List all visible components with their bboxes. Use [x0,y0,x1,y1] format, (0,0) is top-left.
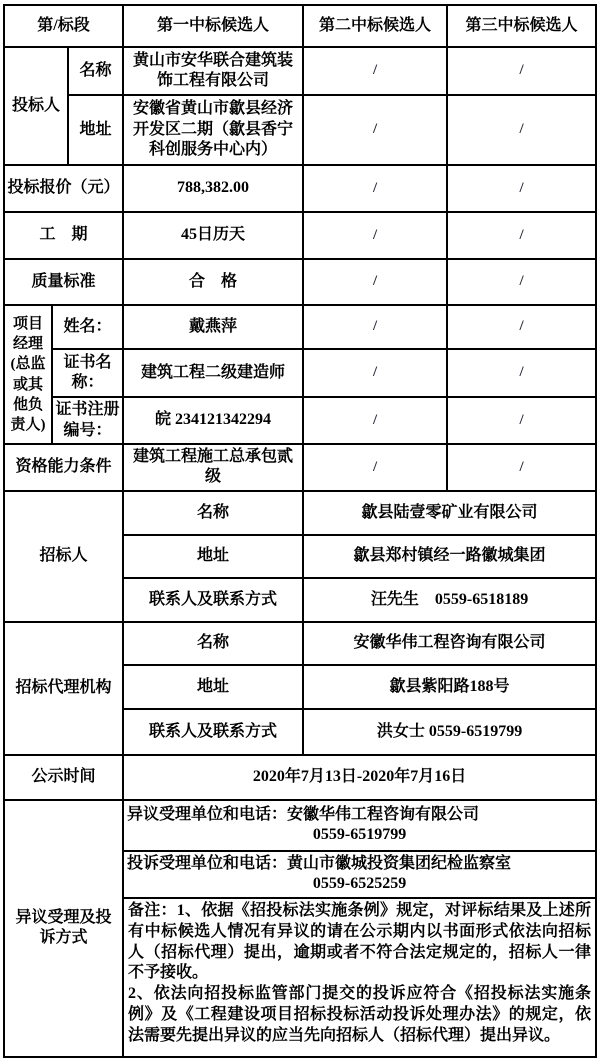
cert-number-value: 皖 234121342294 [123,397,303,444]
tenderee-contact-value: 汪先生 0559-6518189 [303,578,596,622]
agency-name-row [4,622,596,665]
bidder-name-winner2-slash: / [303,47,447,95]
manager-name-winner3-slash: / [447,305,596,349]
bid-price-value: 788,382.00 [123,165,303,212]
bidder-addr-value: 安徽省黄山市歙县经济开发区二期（歙县香宁科创服务中心内） [123,95,303,165]
objection-unit-line: 异议受理单位和电话：安徽华伟工程咨询有限公司 [127,805,480,823]
qualification-row [4,444,596,491]
cert-number-winner2-slash: / [303,397,447,444]
manager-name-value: 戴燕萍 [123,305,303,349]
tenderee-name-key: 名称 [123,491,303,535]
duration-label: 工 期 [4,212,123,259]
qualification-winner2-slash: / [303,444,447,491]
agency-label: 招标代理机构 [4,622,123,755]
tenderee-addr-key: 地址 [123,535,303,578]
manager-name-row [4,305,596,349]
publicity-period-row [4,755,596,800]
bid-result-table [3,4,597,1058]
header-section-label: 第/标段 [4,5,123,47]
duration-value: 45日历天 [123,212,303,259]
agency-addr-value: 歙县紫阳路188号 [303,665,596,709]
cert-name-row [4,349,596,397]
objection-section-label: 异议受理及投诉方式 [4,800,123,1057]
quality-value: 合 格 [123,259,303,305]
bidder-address-row [4,95,596,165]
bidder-addr-key: 地址 [68,95,123,165]
complaint-phone: 0559-6525259 [312,875,407,893]
duration-winner2-slash: / [303,212,447,259]
complaint-unit-cell [123,851,596,898]
quality-row [4,259,596,305]
tenderee-label: 招标人 [4,491,123,622]
objection-unit-cell [123,800,596,851]
bidder-addr-winner3-slash: / [447,95,596,165]
agency-contact-value: 洪女士 0559-6519799 [303,709,596,755]
complaint-unit-line: 投诉受理单位和电话：黄山市徽城投资集团纪检监察室 [127,854,512,872]
qualification-winner3-slash: / [447,444,596,491]
header-winner2: 第二中标候选人 [303,5,447,47]
cert-name-value: 建筑工程二级建造师 [123,349,303,397]
cert-name-winner2-slash: / [303,349,447,397]
duration-row [4,212,596,259]
agency-name-key: 名称 [123,622,303,665]
bid-price-winner2-slash: / [303,165,447,212]
objection-phone: 0559-6519799 [312,826,407,844]
quality-winner3-slash: / [447,259,596,305]
cert-number-winner3-slash: / [447,397,596,444]
bidder-name-row [4,47,596,95]
remarks-cell [123,898,596,1057]
manager-name-winner2-slash: / [303,305,447,349]
remark-item-1: 备注：1、依据《招投标法实施条例》规定，对评标结果及上述所有中标候选人情况有异议的请在公示期内以书面形式依法向招标人（招标代理）提出，逾期或者不符合法定规定的，招标人一律不予接收。 [128,901,592,982]
bidder-addr-winner2-slash: / [303,95,447,165]
bidder-name-value: 黄山市安华联合建筑装饰工程有限公司 [123,47,303,95]
agency-addr-key: 地址 [123,665,303,709]
bid-price-row [4,165,596,212]
qualification-value: 建筑工程施工总承包贰级 [123,444,303,491]
header-winner3: 第三中标候选人 [447,5,596,47]
agency-name-value: 安徽华伟工程咨询有限公司 [303,622,596,665]
cert-number-row [4,397,596,444]
bidder-name-winner3-slash: / [447,47,596,95]
bid-price-winner3-slash: / [447,165,596,212]
publicity-label: 公示时间 [4,755,123,800]
table-header-row [4,5,596,47]
manager-name-key: 姓名： [52,305,123,349]
quality-winner2-slash: / [303,259,447,305]
manager-label: 项目经理(总监或其他负责人) [4,305,52,444]
qualification-label: 资格能力条件 [4,444,123,491]
bidder-name-key: 名称 [68,47,123,95]
agency-contact-key: 联系人及联系方式 [123,709,303,755]
publicity-value: 2020年7月13日-2020年7月16日 [123,755,596,800]
bid-price-label: 投标报价（元） [4,165,123,212]
tenderee-name-value: 歙县陆壹零矿业有限公司 [303,491,596,535]
tenderee-contact-key: 联系人及联系方式 [123,578,303,622]
header-winner1: 第一中标候选人 [123,5,303,47]
duration-winner3-slash: / [447,212,596,259]
cert-name-winner3-slash: / [447,349,596,397]
tenderee-addr-value: 歙县郑村镇经一路徽城集团 [303,535,596,578]
objection-unit-row [4,800,596,851]
tenderee-name-row [4,491,596,535]
quality-label: 质量标准 [4,259,123,305]
cert-name-key: 证书名称： [52,349,123,397]
cert-number-key: 证书注册编号： [52,397,123,444]
bidder-label: 投标人 [4,47,68,165]
remark-item-2: 2、依法向招投标监管部门提交的投诉应符合《招投标法实施条例》及《工程建设项目招标投标活动投诉处理办法》的规定，依法需要先提出异议的应当先向招标人（招标代理）提出异议。 [128,985,592,1044]
